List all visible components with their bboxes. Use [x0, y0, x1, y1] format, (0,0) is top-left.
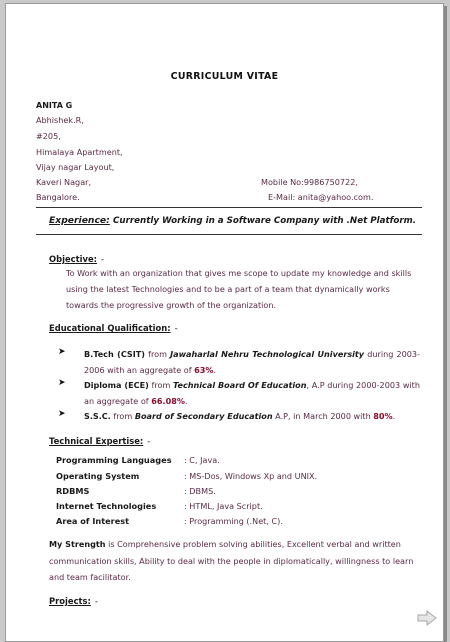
skill-value: : MS-Dos, Windows Xp and UNIX.	[184, 471, 318, 481]
skill-key: Operating System	[56, 471, 140, 481]
address-line: Kaveri Nagar,	[36, 177, 92, 187]
education-item	[84, 409, 420, 425]
address-line: #205,	[36, 131, 61, 141]
experience-text: Currently Working in a Software Company with .Net Platform.	[113, 216, 417, 226]
strength-text: is Comprehensive problem solving abilities, Excellent verbal and written communication skills, Ability to deal with the people in diplomatically, willingness to learn and team facilitator.	[49, 539, 414, 582]
address-line: Bangalore.	[36, 192, 80, 202]
education-item	[84, 347, 420, 378]
text: from	[144, 349, 171, 359]
header-divider	[36, 207, 422, 208]
institution: Technical Board Of Education	[173, 380, 307, 390]
degree: B.Tech (CSIT)	[84, 349, 145, 359]
score: 66.08%	[151, 395, 185, 406]
projects-heading	[49, 596, 98, 606]
text: A.P, in March 2000 with	[272, 411, 374, 421]
institution: Jawaharlal Nehru Technological University	[170, 349, 365, 359]
degree: S.S.C.	[84, 411, 111, 421]
address-line: Vijay nagar Layout,	[36, 162, 115, 172]
institution: Board of Secondary Education	[134, 411, 273, 421]
technical-heading	[49, 436, 150, 446]
projects-heading-text: Projects:	[49, 596, 91, 606]
text: .	[213, 364, 217, 375]
education-heading-text: Educational Qualification:	[49, 323, 171, 333]
score: 63%	[194, 364, 214, 375]
skill-value: : DBMS.	[184, 486, 216, 496]
heading-dash: -	[94, 596, 98, 606]
next-page-arrow-icon[interactable]	[416, 609, 438, 627]
text: .	[184, 395, 188, 406]
skill-value: : C, Java.	[184, 455, 220, 465]
strength-label: My Strength	[49, 539, 106, 549]
experience-line	[49, 215, 416, 226]
bullet-arrow-icon: ➤	[58, 378, 66, 388]
resume-page	[5, 3, 444, 642]
candidate-name: ANITA G	[36, 101, 73, 110]
objective-heading	[49, 254, 104, 264]
experience-divider	[36, 234, 422, 235]
text: from	[110, 411, 135, 421]
bullet-arrow-icon: ➤	[58, 347, 66, 357]
heading-dash: -	[101, 254, 105, 264]
strength-paragraph	[49, 536, 422, 586]
address-line: Himalaya Apartment,	[36, 147, 123, 157]
email-address: E-Mail: anita@yahoo.com.	[268, 192, 374, 202]
skill-value: : Programming (.Net, C).	[184, 516, 283, 526]
objective-heading-text: Objective:	[49, 254, 97, 264]
skill-value: : HTML, Java Script.	[184, 501, 263, 511]
skill-key: RDBMS	[56, 486, 90, 496]
skill-key: Internet Technologies	[56, 501, 157, 511]
score: 80%	[373, 411, 393, 421]
address-line: Abhishek.R,	[36, 115, 84, 125]
heading-dash: -	[147, 436, 151, 446]
education-item	[84, 378, 420, 409]
text: during 2003-2006 with an aggregate of	[84, 349, 420, 375]
mobile-number: Mobile No:9986750722,	[261, 177, 358, 187]
skill-key: Programming Languages	[56, 455, 172, 465]
education-heading	[49, 323, 178, 333]
heading-dash: -	[174, 323, 178, 333]
skill-key: Area of Interest	[56, 516, 130, 526]
text: from	[148, 380, 173, 390]
text: , A.P during 2000-2003 with an aggregate of	[84, 380, 420, 406]
degree: Diploma (ECE)	[84, 380, 149, 390]
bullet-arrow-icon: ➤	[58, 409, 66, 419]
experience-label: Experience:	[49, 215, 110, 226]
document-title: CURRICULUM VITAE	[170, 71, 279, 82]
technical-heading-text: Technical Expertise:	[49, 436, 144, 446]
text: .	[392, 411, 396, 421]
objective-text: To Work with an organization that gives me scope to update my knowledge and skills using the latest Technologies and to be a part of a team that dynamically works towards the progressive growth of the organization.	[66, 268, 412, 310]
